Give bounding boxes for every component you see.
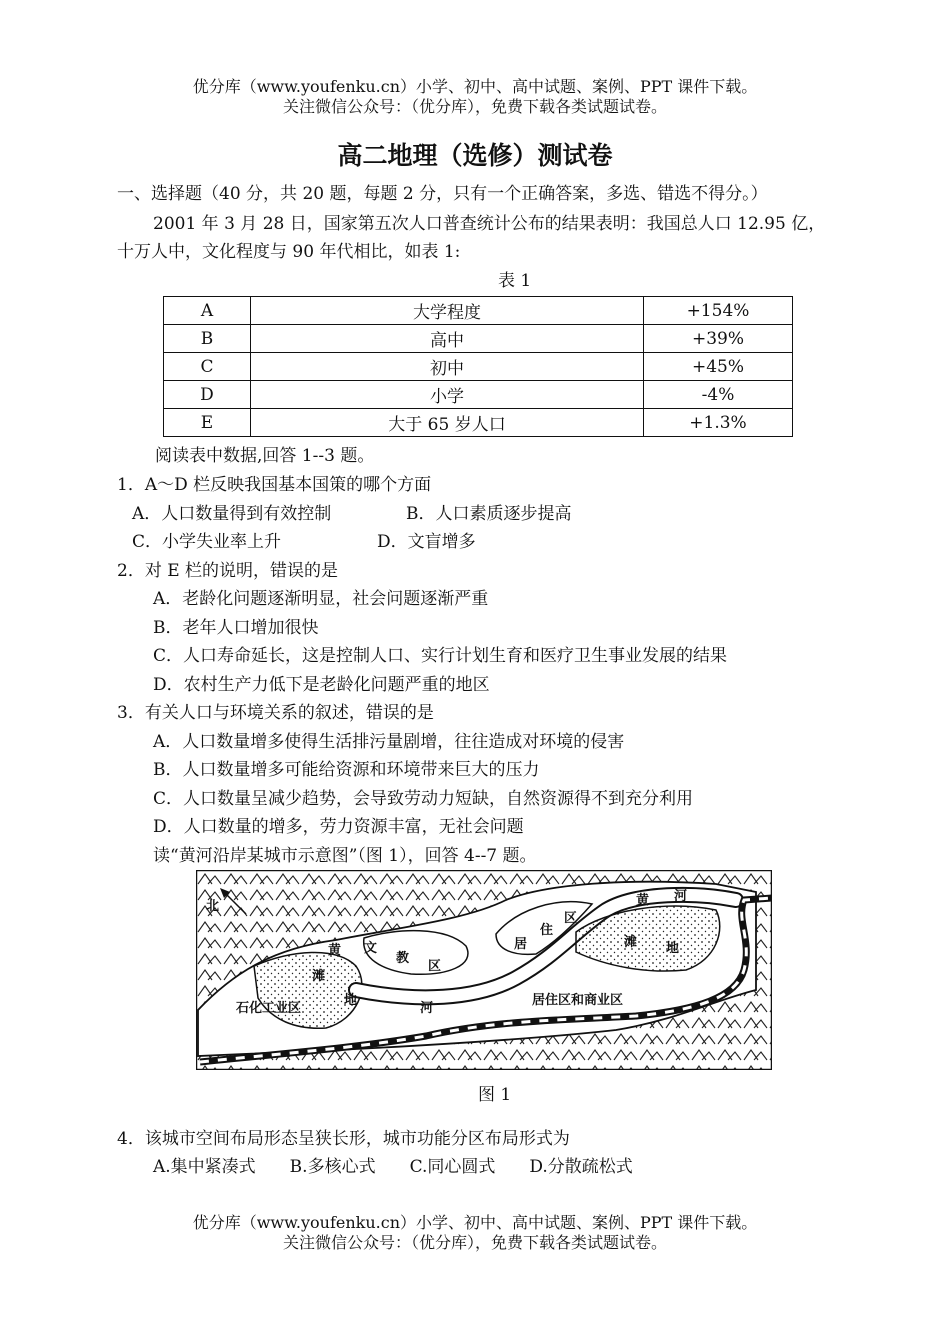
table-row [164, 297, 793, 325]
row-value: -4% [644, 381, 793, 409]
footer-line-1: 优分库（www.youfenku.cn）小学、初中、高中试题、案例、PPT 课件下载。 [192, 1213, 758, 1232]
q1-option-a: A．人口数量得到有效控制 [132, 504, 332, 524]
q2-option-d: D．农村生产力低下是老龄化问题严重的地区 [153, 675, 490, 695]
table-row [164, 325, 793, 353]
map-label: 滩 [312, 969, 326, 984]
q1-stem: 1．A～D 栏反映我国基本国策的哪个方面 [117, 475, 432, 495]
header-line-1: 优分库（www.youfenku.cn）小学、初中、高中试题、案例、PPT 课件下载。 [192, 77, 758, 96]
q1-option-d: D．文盲增多 [377, 532, 476, 552]
row-label: C [164, 353, 251, 381]
q4-options: A.集中紧凑式 B.多核心式 C.同心圆式 D.分散疏松式 [153, 1157, 633, 1177]
map-label: 文 [364, 941, 378, 956]
row-label: E [164, 409, 251, 437]
q1-option-c: C．小学失业率上升 [132, 532, 282, 552]
map-label: 居 [514, 937, 528, 952]
q1-option-b: B．人口素质逐步提高 [406, 504, 572, 524]
row-item: 小学 [251, 381, 644, 409]
q2-option-b: B．老年人口增加很快 [153, 618, 319, 638]
row-label: D [164, 381, 251, 409]
table-caption: 表 1 [498, 271, 532, 291]
q4-stem: 4．该城市空间布局形态呈狭长形，城市功能分区布局形式为 [117, 1129, 570, 1149]
intro-line-2: 十万人中，文化程度与 90 年代相比，如表 1: [117, 242, 461, 262]
map-label: 河 [420, 1001, 434, 1016]
map-label: 地 [666, 941, 680, 956]
map-label: 区 [428, 959, 442, 974]
row-label: A [164, 297, 251, 325]
row-value: +1.3% [644, 409, 793, 437]
section-heading: 一、选择题（40 分，共 20 题，每题 2 分，只有一个正确答案，多选、错选不得分。） [117, 184, 768, 204]
education-table [163, 296, 793, 437]
row-item: 大学程度 [251, 297, 644, 325]
map-label: 区 [564, 911, 578, 926]
petrochemical-label: 石化工业区 [236, 1001, 302, 1016]
q3-option-b: B．人口数量增多可能给资源和环境带来巨大的压力 [153, 760, 540, 780]
map-label: 教 [396, 951, 410, 966]
read-note: 阅读表中数据,回答 1--3 题。 [155, 446, 375, 466]
map-label: 黄 [636, 893, 650, 908]
q3-stem: 3．有关人口与环境关系的叙述，错误的是 [117, 703, 434, 723]
row-label: B [164, 325, 251, 353]
q3-option-c: C．人口数量呈减少趋势，会导致劳动力短缺，自然资源得不到充分利用 [153, 789, 694, 809]
map-label: 滩 [624, 935, 638, 950]
row-item: 初中 [251, 353, 644, 381]
table-row [164, 353, 793, 381]
q3-option-d: D．人口数量的增多，劳力资源丰富，无社会问题 [153, 817, 524, 837]
q2-option-a: A．老龄化问题逐渐明显，社会问题逐渐严重 [153, 589, 489, 609]
footer-line-2: 关注微信公众号：（优分库），免费下载各类试题试卷。 [282, 1233, 667, 1252]
q2-stem: 2．对 E 栏的说明，错误的是 [117, 561, 339, 581]
map-intro: 读“黄河沿岸某城市示意图”（图 1），回答 4--7 题。 [153, 846, 537, 866]
table-row [164, 381, 793, 409]
figure-caption: 图 1 [478, 1085, 512, 1105]
row-value: +154% [644, 297, 793, 325]
map-label: 黄 [328, 943, 342, 958]
intro-line-1: 2001 年 3 月 28 日，国家第五次人口普查统计公布的结果表明：我国总人口 12.95 亿， [153, 214, 826, 234]
q3-option-a: A．人口数量增多使得生活排污量剧增，往往造成对环境的侵害 [153, 732, 625, 752]
map-label: 住 [540, 923, 554, 938]
north-label: 北 [206, 899, 220, 914]
map-label: 河 [674, 889, 688, 904]
map-label: 地 [344, 993, 358, 1008]
header-line-2: 关注微信公众号：（优分库），免费下载各类试题试卷。 [282, 97, 667, 116]
table-row [164, 409, 793, 437]
row-item: 大于 65 岁人口 [251, 409, 644, 437]
row-value: +45% [644, 353, 793, 381]
city-map [196, 870, 772, 1070]
q2-option-c: C．人口寿命延长，这是控制人口、实行计划生育和医疗卫生事业发展的结果 [153, 646, 728, 666]
commercial-label: 居住区和商业区 [532, 993, 624, 1008]
row-value: +39% [644, 325, 793, 353]
row-item: 高中 [251, 325, 644, 353]
page-title: 高二地理（选修）测试卷 [337, 141, 613, 170]
